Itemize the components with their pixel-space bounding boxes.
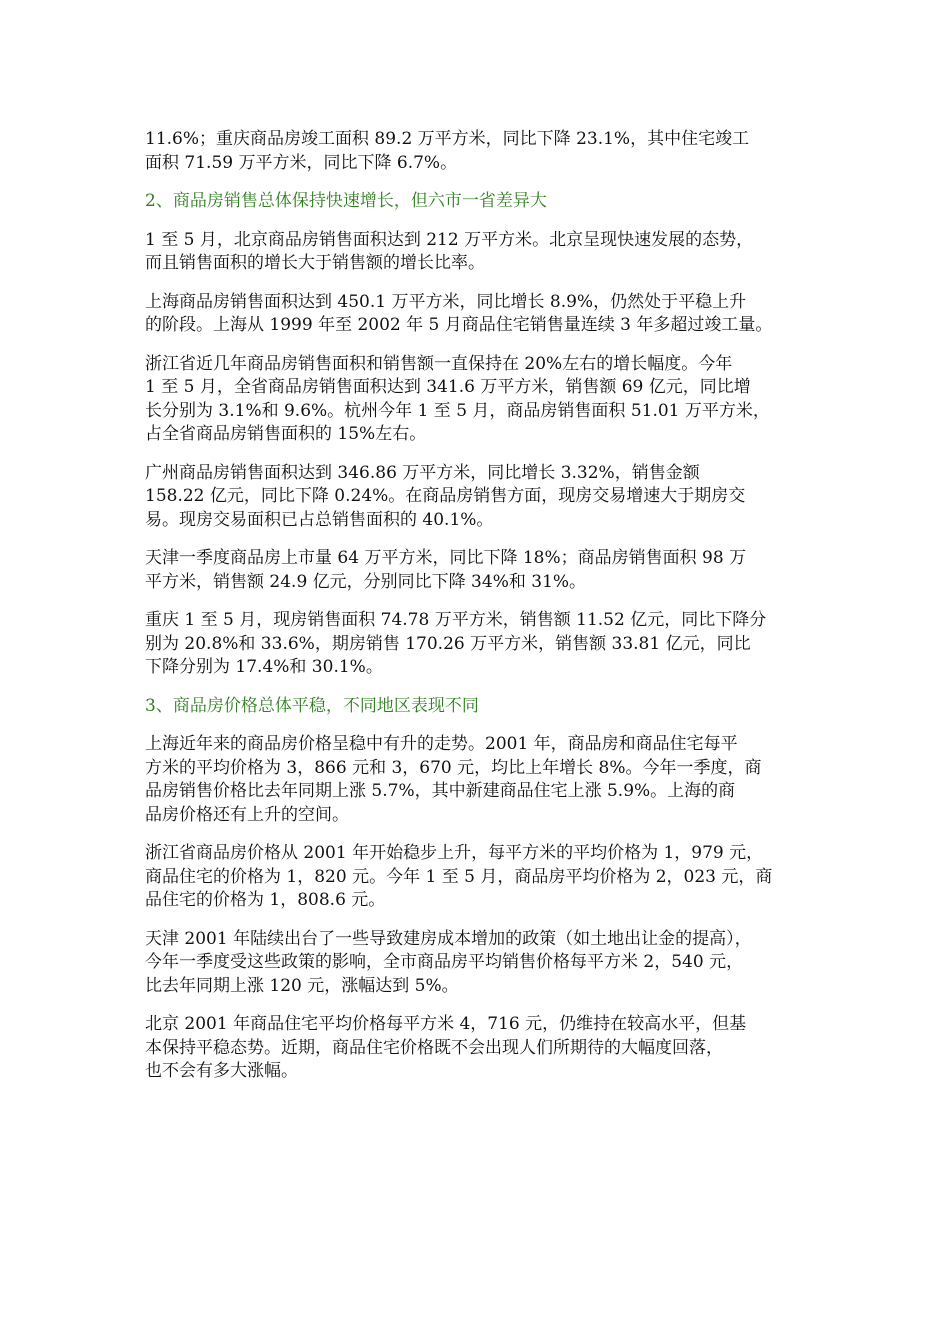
text-line: 1 至 5 月，全省商品房销售面积达到 341.6 万平方米，销售额 69 亿元，同比增 (145, 377, 751, 397)
document-page (145, 128, 810, 1099)
text-line: 占全省商品房销售面积的 15%左右。 (145, 424, 427, 444)
text-line: 浙江省商品房价格从 2001 年开始稳步上升，每平方米的平均价格为 1，979 元， (145, 843, 764, 863)
paragraph-zhejiang-sales (145, 353, 810, 447)
text-line: 易。现房交易面积已占总销售面积的 40.1%。 (145, 509, 494, 530)
text-line: 本保持平稳态势。近期，商品住宅价格既不会出现人们所期待的大幅度回落， (145, 1037, 723, 1058)
text-line: 品房销售价格比去年同期上涨 5.7%，其中新建商品住宅上涨 5.9%。上海的商 (145, 781, 736, 801)
paragraph-tianjin-prices (145, 928, 810, 999)
text-line: 品房价格还有上升的空间。 (145, 804, 349, 825)
text-line: 的阶段。上海从 1999 年至 2002 年 5 月商品住宅销售量连续 3 年多超过竣工量。 (145, 315, 773, 335)
paragraph-beijing-sales (145, 229, 810, 276)
text-line: 广州商品房销售面积达到 346.86 万平方米，同比增长 3.32%，销售金额 (145, 462, 700, 483)
text-line: 上海商品房销售面积达到 450.1 万平方米，同比增长 8.9%，仍然处于平稳上升 (145, 291, 747, 312)
paragraph-completion-construction (145, 128, 810, 175)
text-line: 比去年同期上涨 120 元，涨幅达到 5%。 (145, 975, 459, 996)
paragraph-tianjin-sales (145, 547, 810, 594)
text-line: 平方米，销售额 24.9 亿元，分别同比下降 34%和 31%。 (145, 571, 587, 592)
text-line: 浙江省近几年商品房销售面积和销售额一直保持在 20%左右的增长幅度。今年 (145, 353, 733, 374)
text-line: 下降分别为 17.4%和 30.1%。 (145, 657, 383, 677)
text-line: 方米的平均价格为 3，866 元和 3，670 元，均比上年增长 8%。今年一季度，商 (145, 757, 762, 778)
section-heading-prices (145, 695, 810, 719)
text-line: 天津一季度商品房上市量 64 万平方米，同比下降 18%；商品房销售面积 98 万 (145, 548, 747, 568)
text-line: 面积 71.59 万平方米，同比下降 6.7%。 (145, 152, 458, 173)
text-line: 1 至 5 月，北京商品房销售面积达到 212 万平方米。北京呈现快速发展的态势， (145, 229, 754, 250)
text-line: 天津 2001 年陆续出台了一些导致建房成本增加的政策（如土地出让金的提高）， (145, 928, 752, 949)
heading-text: 3、商品房价格总体平稳，不同地区表现不同 (145, 695, 479, 716)
text-line: 别为 20.8%和 33.6%，期房销售 170.26 万平方米，销售额 33.81 亿元，同比 (145, 633, 751, 654)
paragraph-guangzhou-sales (145, 462, 810, 533)
paragraph-beijing-prices (145, 1013, 810, 1084)
text-line: 11.6%；重庆商品房竣工面积 89.2 万平方米，同比下降 23.1%，其中住宅竣工 (145, 129, 750, 149)
text-line: 158.22 亿元，同比下降 0.24%。在商品房销售方面，现房交易增速大于期房交 (145, 486, 746, 506)
paragraph-chongqing-sales (145, 609, 810, 680)
section-heading-sales (145, 190, 810, 214)
paragraph-shanghai-prices (145, 733, 810, 827)
text-line: 上海近年来的商品房价格呈稳中有升的走势。2001 年，商品房和商品住宅每平 (145, 734, 738, 754)
text-line: 而且销售面积的增长大于销售额的增长比率。 (145, 253, 485, 273)
text-line: 今年一季度受这些政策的影响，全市商品房平均销售价格每平方米 2，540 元， (145, 952, 744, 972)
heading-text: 2、商品房销售总体保持快速增长，但六市一省差异大 (145, 191, 547, 211)
paragraph-zhejiang-prices (145, 842, 810, 913)
text-line: 也不会有多大涨幅。 (145, 1061, 298, 1081)
paragraph-shanghai-sales (145, 291, 810, 338)
text-line: 重庆 1 至 5 月，现房销售面积 74.78 万平方米，销售额 11.52 亿元，同比下降分 (145, 610, 767, 630)
text-line: 品住宅的价格为 1，808.6 元。 (145, 890, 386, 910)
text-line: 商品住宅的价格为 1，820 元。今年 1 至 5 月，商品房平均价格为 2，023 元，商 (145, 866, 773, 887)
text-line: 长分别为 3.1%和 9.6%。杭州今年 1 至 5 月，商品房销售面积 51.01 万平方米， (145, 400, 770, 421)
text-line: 北京 2001 年商品住宅平均价格每平方米 4，716 元，仍维持在较高水平，但基 (145, 1014, 747, 1034)
